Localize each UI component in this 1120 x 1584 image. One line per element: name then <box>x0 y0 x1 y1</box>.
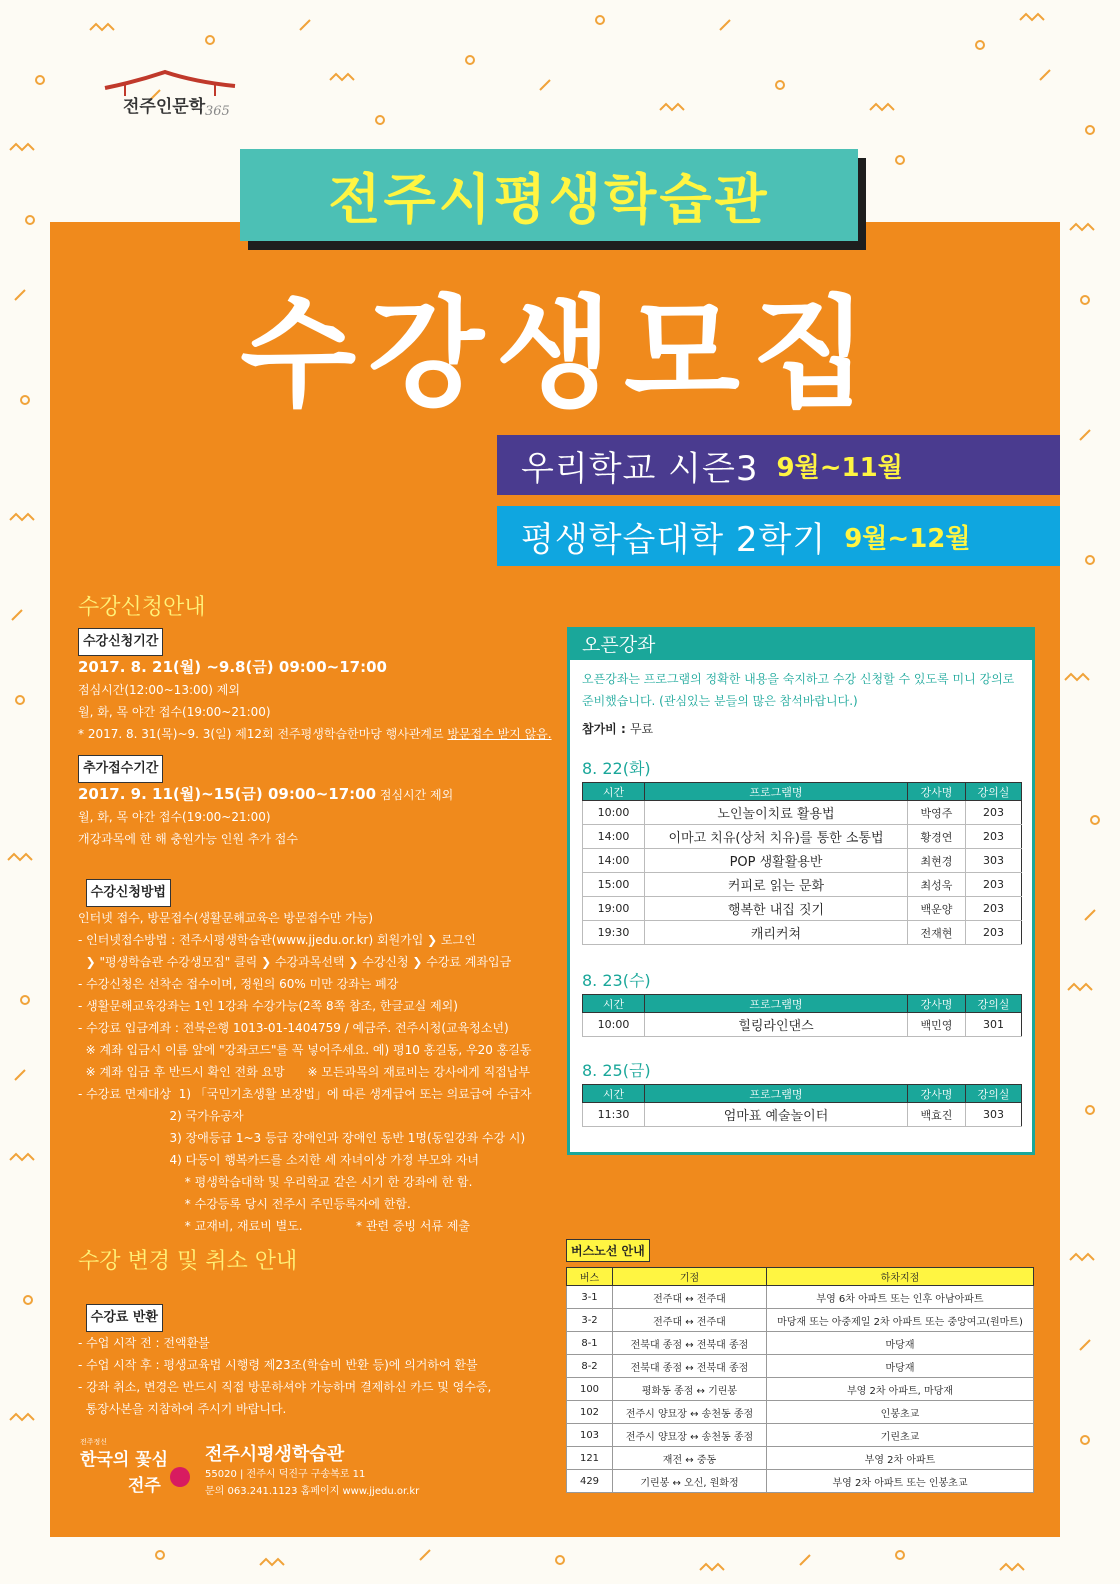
cell: 박영주 <box>908 801 966 825</box>
logo <box>95 60 255 130</box>
col-header: 프로그램명 <box>645 995 908 1013</box>
cell: 303 <box>966 1103 1022 1127</box>
method-line: - 생활문해교육강좌는 1인 1강좌 수강가능(2쪽 8쪽 참조, 한글교실 제외) <box>78 999 458 1013</box>
cell: 303 <box>966 849 1022 873</box>
period-tag: 수강신청기간 <box>78 628 163 656</box>
cell: 커피로 읽는 문화 <box>645 873 908 897</box>
institution-contact: 문의 063.241.1123 홈페이지 www.jjedu.or.kr <box>205 1486 420 1497</box>
cell: 15:00 <box>583 873 645 897</box>
extra-line: 월, 화, 목 야간 접수(19:00~21:00) <box>78 810 271 824</box>
institution-address: 55020 | 전주시 덕진구 구송복로 11 <box>205 1469 366 1480</box>
extra-main: 2017. 9. 11(월)~15(금) 09:00~17:00 <box>78 785 377 803</box>
table-header-row <box>583 783 1022 801</box>
col-header: 강사명 <box>908 1085 966 1103</box>
change-line: - 수업 시작 전 : 전액환불 <box>78 1336 210 1350</box>
open-lectures-box <box>567 627 1035 1155</box>
cell: 100 <box>567 1378 613 1401</box>
day-title: 8. 25(금) <box>582 1061 651 1080</box>
table-row <box>583 1013 1022 1037</box>
cell: 203 <box>966 825 1022 849</box>
logo-text: 전주인문학 <box>123 97 206 117</box>
cell: 엄마표 예술놀이터 <box>645 1103 908 1127</box>
open-lectures-desc: 오픈강좌는 프로그램의 정확한 내용을 숙지하고 수강 신청할 수 있도록 미니 강의로 준비했습니다. (관심있는 분들의 많은 참석바랍니다.) <box>582 672 1015 708</box>
fee-label: 참가비 : <box>582 722 630 736</box>
cell: 전재현 <box>908 921 966 945</box>
slogan-city: 전주 <box>128 1476 161 1496</box>
table-header-row <box>583 995 1022 1013</box>
cell: 14:00 <box>583 849 645 873</box>
cell: 백민영 <box>908 1013 966 1037</box>
method-line: - 인터넷접수방법 : 전주시평생학습관(www.jjedu.or.kr) 회원가입 ❯ 로그인 <box>78 933 476 947</box>
cell: 마당재 <box>767 1332 1034 1355</box>
col-header: 시간 <box>583 995 645 1013</box>
change-line: - 강좌 취소, 변경은 반드시 직접 방문하셔야 가능하며 결제하신 카드 및 영수증, <box>78 1380 492 1394</box>
period-note-emphasis: 방문접수 받지 않음. <box>447 727 552 741</box>
day-title: 8. 23(수) <box>582 971 651 990</box>
cell: 마당재 <box>767 1355 1034 1378</box>
method-line: * 평생학습대학 및 우리학교 같은 시기 한 강좌에 한 함. <box>78 1175 473 1189</box>
cell: 최성욱 <box>908 873 966 897</box>
cell: 백효진 <box>908 1103 966 1127</box>
cell: 14:00 <box>583 825 645 849</box>
season-name: 평생학습대학 2학기 <box>521 519 827 560</box>
table-row <box>583 921 1022 945</box>
cell: 203 <box>966 921 1022 945</box>
table-row <box>567 1309 1034 1332</box>
cell: 행복한 내집 짓기 <box>645 897 908 921</box>
cell: 부영 2차 아파트, 마당재 <box>767 1378 1034 1401</box>
col-header: 강사명 <box>908 783 966 801</box>
cell: 8-1 <box>567 1332 613 1355</box>
cell: 전북대 종점 ↔ 전북대 종점 <box>613 1355 767 1378</box>
lecture-table <box>582 782 1022 945</box>
change-line: - 수업 시작 후 : 평생교육법 시행령 제23조(학습비 반환 등)에 의거하여 환불 <box>78 1358 478 1372</box>
table-row <box>583 801 1022 825</box>
lecture-table <box>582 1084 1022 1127</box>
extra-period <box>78 755 453 850</box>
method-line: ❯ "평생학습관 수강생모집" 클릭 ❯ 수강과목선택 ❯ 수강신청 ❯ 수강료 계좌입금 <box>78 955 512 969</box>
cell: 3-1 <box>567 1286 613 1309</box>
table-row <box>567 1286 1034 1309</box>
table-header-row <box>583 1085 1022 1103</box>
table-header-row <box>567 1268 1034 1286</box>
cell: 힐링라인댄스 <box>645 1013 908 1037</box>
table-row <box>567 1424 1034 1447</box>
col-header: 강의실 <box>966 1085 1022 1103</box>
cell: 10:00 <box>583 1013 645 1037</box>
cell: 203 <box>966 873 1022 897</box>
cell: 부영 6차 아파트 또는 인후 아남아파트 <box>767 1286 1034 1309</box>
cell: 재전 ↔ 중동 <box>613 1447 767 1470</box>
method-line: ※ 계좌 입금 후 반드시 확인 전화 요망 ※ 모든과목의 재료비는 강사에게 직접납부 <box>78 1065 530 1079</box>
cell: 8-2 <box>567 1355 613 1378</box>
cell: 기린봉 ↔ 오신, 원화정 <box>613 1470 767 1493</box>
method-line: 2) 국가유공자 <box>78 1109 244 1123</box>
bus-label: 버스노선 안내 <box>566 1239 650 1262</box>
cell: 최현경 <box>908 849 966 873</box>
season-name: 우리학교 시즌3 <box>521 448 759 489</box>
city-slogan-logo <box>80 1437 190 1497</box>
season-bar-university <box>497 506 1060 566</box>
cell: 부영 2차 아파트 <box>767 1447 1034 1470</box>
application-period <box>78 628 552 745</box>
change-line: 통장사본을 지참하여 주시기 바랍니다. <box>78 1402 287 1416</box>
extra-main-suffix: 점심시간 제외 <box>376 788 454 802</box>
table-row <box>567 1332 1034 1355</box>
refund-tag: 수강료 반환 <box>86 1304 163 1332</box>
table-row <box>567 1401 1034 1424</box>
table-row <box>583 873 1022 897</box>
method-line: ※ 계좌 입금시 이름 앞에 "강좌코드"를 꼭 넣어주세요. 예) 평10 홍길동, 우20 홍길동 <box>78 1043 532 1057</box>
table-row <box>583 825 1022 849</box>
table-row <box>583 1103 1022 1127</box>
table-row <box>567 1355 1034 1378</box>
cell: 인봉초교 <box>767 1401 1034 1424</box>
cell: 전북대 종점 ↔ 전북대 종점 <box>613 1332 767 1355</box>
method-line: - 수강료 면제대상 1) 「국민기초생활 보장법」에 따른 생계급여 또는 의료급여 수급자 <box>78 1087 532 1101</box>
open-lectures-title: 오픈강좌 <box>570 630 1032 660</box>
application-method <box>78 857 532 1237</box>
method-line: - 수강료 입금계좌 : 전북은행 1013-01-1404759 / 예금주. 전주시청(교육청소년) <box>78 1021 509 1035</box>
col-header: 버스 <box>567 1268 613 1286</box>
cell: 노인놀이치료 활용법 <box>645 801 908 825</box>
cell: 백운양 <box>908 897 966 921</box>
cell: 301 <box>966 1013 1022 1037</box>
table-row <box>567 1470 1034 1493</box>
cell: 203 <box>966 897 1022 921</box>
org-title-box <box>240 149 858 241</box>
col-header: 시간 <box>583 1085 645 1103</box>
col-header: 강의실 <box>966 783 1022 801</box>
method-line: * 교재비, 재료비 별도. * 관련 증빙 서류 제출 <box>78 1219 471 1233</box>
col-header: 강사명 <box>908 995 966 1013</box>
cell: 429 <box>567 1470 613 1493</box>
col-header: 시간 <box>583 783 645 801</box>
period-main: 2017. 8. 21(월) ~9.8(금) 09:00~17:00 <box>78 658 387 676</box>
method-line: 3) 장애등급 1~3 등급 장애인과 장애인 동반 1명(동일강좌 수강 시) <box>78 1131 526 1145</box>
cell: 전주대 ↔ 전주대 <box>613 1309 767 1332</box>
cell: 121 <box>567 1447 613 1470</box>
cell: POP 생활활용반 <box>645 849 908 873</box>
method-line: - 수강신청은 선착순 접수이며, 정원의 60% 미만 강좌는 폐강 <box>78 977 399 991</box>
bus-table <box>566 1267 1034 1493</box>
cell: 3-2 <box>567 1309 613 1332</box>
main-title: 수강생모집 <box>240 285 880 424</box>
change-title: 수강 변경 및 취소 안내 <box>78 1249 298 1274</box>
period-line: 월, 화, 목 야간 접수(19:00~21:00) <box>78 705 271 719</box>
method-line: * 수강등록 당시 전주시 주민등록자에 한함. <box>78 1197 411 1211</box>
col-header: 기점 <box>613 1268 767 1286</box>
col-header: 프로그램명 <box>645 783 908 801</box>
cell: 11:30 <box>583 1103 645 1127</box>
cell: 19:00 <box>583 897 645 921</box>
logo-number: 365 <box>205 104 230 119</box>
period-note: * 2017. 8. 31(목)~9. 3(일) 제12회 전주평생학습한마당 행사관계로 <box>78 727 448 741</box>
flower-icon <box>170 1467 190 1487</box>
cell: 부영 2차 아파트 또는 인봉초교 <box>767 1470 1034 1493</box>
table-row <box>567 1447 1034 1470</box>
extra-tag: 추가접수기간 <box>78 755 163 783</box>
cell: 전주시 양묘장 ↔ 송천동 종점 <box>613 1401 767 1424</box>
season-bar-school <box>497 435 1060 495</box>
cell: 이마고 치유(상처 치유)를 통한 소통법 <box>645 825 908 849</box>
cell: 10:00 <box>583 801 645 825</box>
lecture-table <box>582 994 1022 1037</box>
method-line: 4) 다둥이 행복카드를 소지한 세 자녀이상 가정 부모와 자녀 <box>78 1153 479 1167</box>
application-title: 수강신청안내 <box>78 595 206 620</box>
cell: 102 <box>567 1401 613 1424</box>
slogan-main: 한국의 꽃심 <box>80 1450 169 1470</box>
cell: 황경연 <box>908 825 966 849</box>
col-header: 프로그램명 <box>645 1085 908 1103</box>
season-period: 9월~11월 <box>776 452 903 483</box>
method-tag: 수강신청방법 <box>86 879 171 907</box>
col-header: 하차지점 <box>767 1268 1034 1286</box>
cell: 203 <box>966 801 1022 825</box>
cell: 평화동 종점 ↔ 기린봉 <box>613 1378 767 1401</box>
cell: 기린초교 <box>767 1424 1034 1447</box>
table-row <box>583 849 1022 873</box>
period-line: 점심시간(12:00~13:00) 제외 <box>78 683 240 697</box>
slogan-small: 전주정신 <box>80 1438 108 1446</box>
cell: 19:30 <box>583 921 645 945</box>
cell: 전주시 양묘장 ↔ 송천동 종점 <box>613 1424 767 1447</box>
fee-value: 무료 <box>629 722 654 736</box>
cell: 전주대 ↔ 전주대 <box>613 1286 767 1309</box>
season-period: 9월~12월 <box>844 523 971 554</box>
cell: 마당재 또는 아중제일 2차 아파트 또는 중앙여고(원마트) <box>767 1309 1034 1332</box>
col-header: 강의실 <box>966 995 1022 1013</box>
extra-line: 개강과목에 한 해 충원가능 인원 추가 접수 <box>78 832 298 846</box>
table-row <box>583 897 1022 921</box>
change-block <box>78 1282 491 1420</box>
table-row <box>567 1378 1034 1401</box>
org-title: 전주시평생학습관 <box>328 167 770 231</box>
method-line: 인터넷 접수, 방문접수(생활문해교육은 방문접수만 가능) <box>78 911 374 925</box>
cell: 캐리커쳐 <box>645 921 908 945</box>
cell: 103 <box>567 1424 613 1447</box>
open-lectures-fee <box>570 712 1032 737</box>
institution-name: 전주시평생학습관 <box>205 1444 345 1465</box>
day-title: 8. 22(화) <box>582 759 651 778</box>
